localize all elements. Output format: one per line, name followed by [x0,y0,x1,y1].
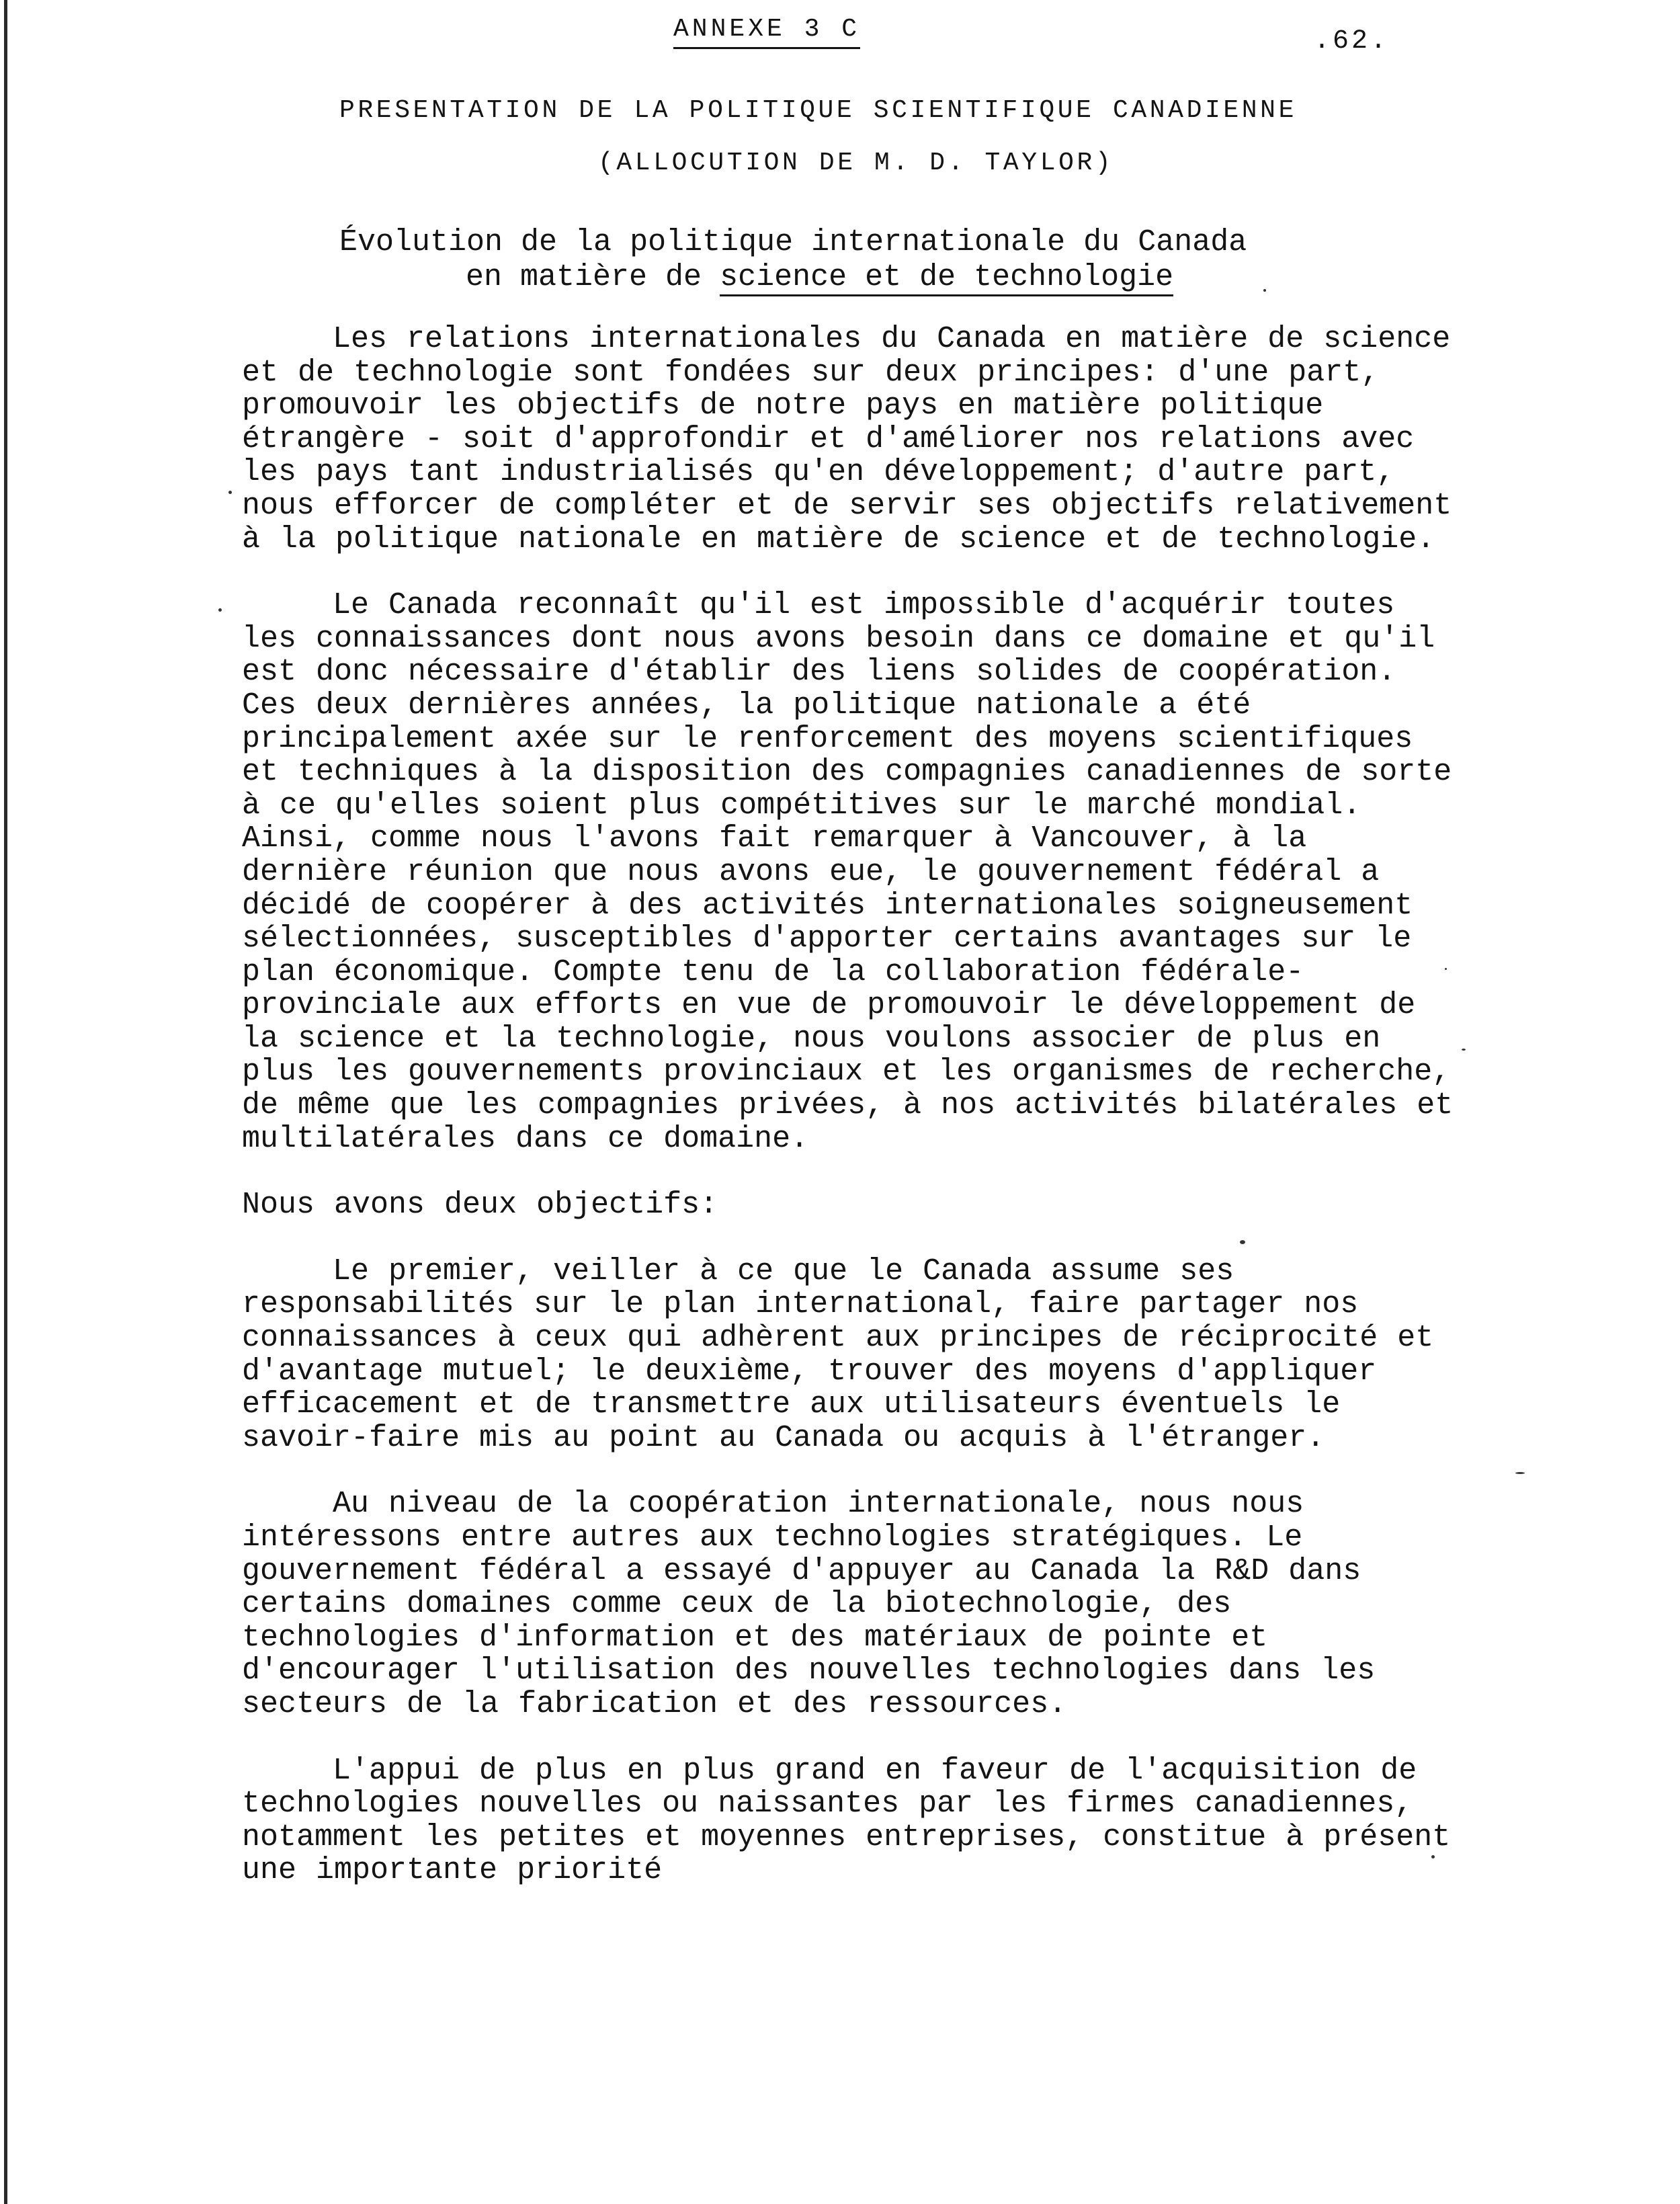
document-title: PRESENTATION DE LA POLITIQUE SCIENTIFIQUE CANADIENNE [339,96,1297,125]
scan-speck [1515,1472,1525,1474]
annex-label: ANNEXE 3 C [673,15,860,49]
scan-speck [1445,968,1447,970]
section-heading-line2 [339,260,1361,295]
paragraph: L'appui de plus en plus grand en faveur de l'acquisition de technologies nouvelles ou naissantes par les firmes canadiennes, notamment les petites et moyennes entreprises, constitue à présent une importante priorité [242,1753,1451,1888]
paragraph: Les relations internationales du Canada en matière de science et de technologie sont fondées sur deux principes: d'une part, promouvoir les objectifs de notre pays en matière politique étrangère - soit d'approfondir et d'améliorer nos relations avec les pays tant industrialisés qu'en développement; d'autre part, nous efforcer de compléter et de servir ses objectifs relativement à la politique nationale en matière de science et de technologie. [242,322,1452,557]
paragraph: Nous avons deux objectifs: [242,1188,718,1223]
document-body [242,323,1465,1920]
section-heading-line1: Évolution de la politique internationale du Canada [339,225,1247,259]
scan-speck [1462,1049,1466,1051]
scan-speck [1431,1855,1435,1859]
scan-speck [1263,289,1266,292]
scan-speck [1240,1240,1245,1244]
page-left-edge [4,0,7,2204]
scan-speck [228,491,232,494]
section-heading [339,225,1361,295]
page-number: .62. [1314,26,1390,56]
document-subtitle: (ALLOCUTION DE M. D. TAYLOR) [598,149,1114,177]
section-heading-underlined: science et de technologie [720,260,1173,296]
scan-speck [218,608,222,612]
paragraph: Le Canada reconnaît qu'il est impossible d'acquérir toutes les connaissances dont nous avons besoin dans ce domaine et qu'il est donc nécessaire d'établir des liens solides de coopération. Ces deux dernières années, la politique nationale a été principalement axée sur le renforcement des moyens scientifiques et techniques à la disposition des compagnies canadiennes de sorte à ce qu'elles soient plus compétitives sur le marché mondial. Ainsi, comme nous l'avons fait remarquer à Vancouver, à la dernière réunion que nous avons eue, le gouvernement fédéral a décidé de coopérer à des activités internationales soigneusement sélectionnées, susceptibles d'apporter certains avantages sur le plan économique. Compte tenu de la collaboration fédérale-provinciale aux efforts en vue de promouvoir le développement de la science et la technologie, nous voulons associer de plus en plus les gouvernements provinciaux et les organismes de recherche, de même que les compagnies privées, à nos activités bilatérales et multilatérales dans ce domaine. [242,588,1454,1156]
section-heading-line2-prefix: en matière de [466,260,720,294]
paragraph: Au niveau de la coopération internationale, nous nous intéressons entre autres aux technologies stratégiques. Le gouvernement fédéral a essayé d'appuyer au Canada la R&D dans certains domaines comme ceux de la biotechnologie, des technologies d'information et des matériaux de pointe et d'encourager l'utilisation des nouvelles technologies dans les secteurs de la fabrication et des ressources. [242,1487,1376,1721]
paragraph: Le premier, veiller à ce que le Canada assume ses responsabilités sur le plan international, faire partager nos connaissances à ceux qui adhèrent aux principes de réciprocité et d'avantage mutuel; le deuxième, trouver des moyens d'appliquer efficacement et de transmettre aux utilisateurs éventuels le savoir-faire mis au point au Canada ou acquis à l'étranger. [242,1254,1434,1455]
